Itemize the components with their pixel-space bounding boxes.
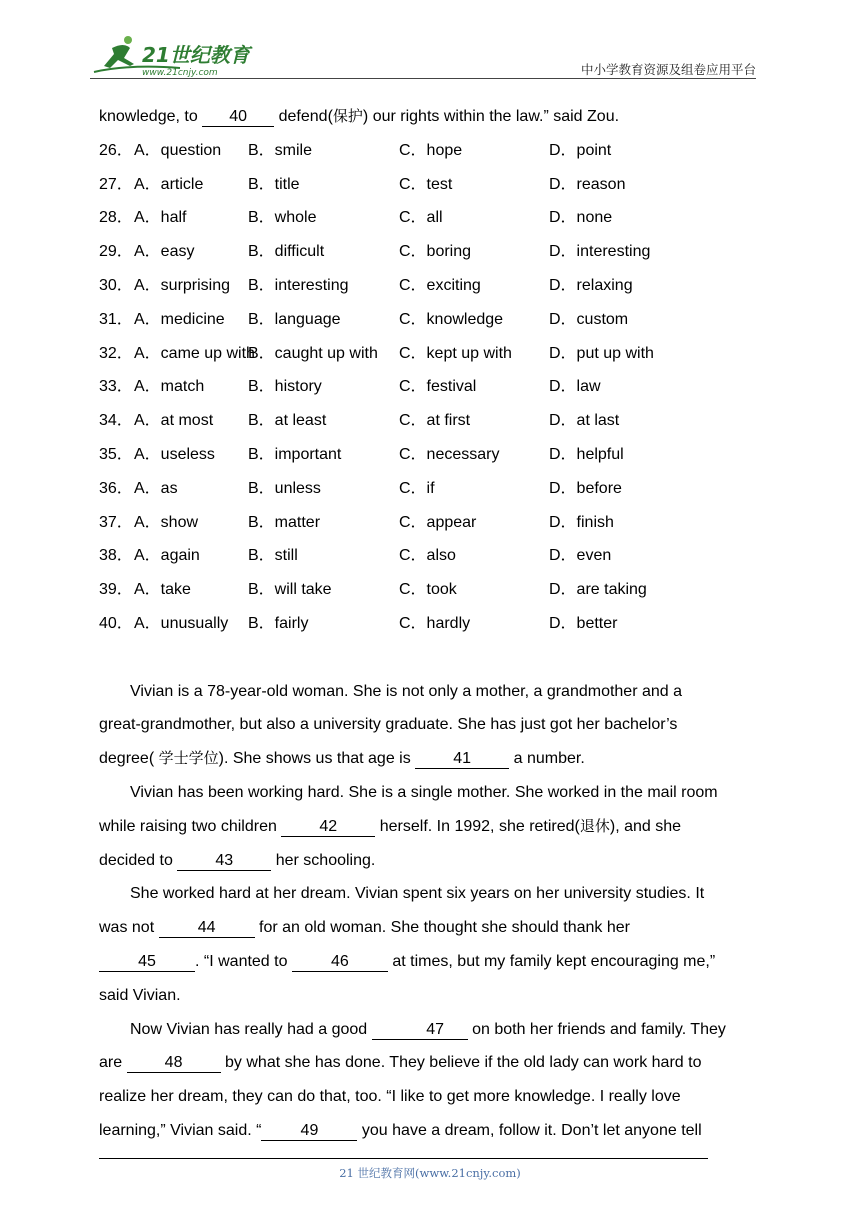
question-number: 26． <box>99 141 133 159</box>
text: at times, but my family kept encouraging me,” <box>387 952 716 970</box>
option-b: B．unless <box>248 479 321 497</box>
option-b: B．at least <box>248 412 327 430</box>
text: decided to <box>99 851 178 869</box>
option-c: C．hope <box>399 141 463 159</box>
option-d: D．law <box>549 378 601 396</box>
question-row <box>99 573 765 607</box>
blank-42: 42 <box>281 818 375 837</box>
option-a: A．easy <box>134 243 195 261</box>
option-a: A．at most <box>134 412 214 430</box>
logo <box>90 34 260 80</box>
option-c: C．at first <box>399 412 471 430</box>
text: was not <box>99 919 159 937</box>
option-b: B．language <box>248 310 341 328</box>
question-number: 28． <box>99 209 133 227</box>
question-row <box>99 235 765 269</box>
text: herself. In 1992, she retired( <box>375 817 580 835</box>
option-d: D．relaxing <box>549 276 633 294</box>
text: . “I wanted to <box>195 952 292 970</box>
option-b: B．still <box>248 547 298 565</box>
option-d: D．put up with <box>549 344 654 362</box>
text: for an old woman. She thought she should thank her <box>254 919 630 937</box>
option-c: C．appear <box>399 513 477 531</box>
option-d: D．before <box>549 479 622 497</box>
text: her schooling. <box>271 851 376 869</box>
text: Now Vivian has really had a good <box>130 1020 372 1038</box>
reading-passage <box>99 675 765 1148</box>
passage-line: said Vivian. <box>99 986 181 1004</box>
question-number: 37． <box>99 513 133 531</box>
blank-48: 48 <box>127 1054 221 1073</box>
question-number: 32． <box>99 344 133 362</box>
spacer <box>99 641 765 675</box>
question-number: 36． <box>99 479 133 497</box>
option-d: D．are taking <box>549 581 647 599</box>
passage-line: Vivian has been working hard. She is a single mother. She worked in the mail room <box>130 783 718 801</box>
passage-line <box>99 945 765 979</box>
option-a: A．again <box>134 547 200 565</box>
option-b: B．whole <box>248 209 317 227</box>
option-a: A．question <box>134 141 222 159</box>
option-b: B．caught up with <box>248 344 378 362</box>
question-row <box>99 269 765 303</box>
question-number: 35． <box>99 445 133 463</box>
question-row <box>99 370 765 404</box>
question-number: 38． <box>99 547 133 565</box>
option-b: B．smile <box>248 141 313 159</box>
option-b: B．fairly <box>248 614 309 632</box>
passage-line <box>99 1114 765 1148</box>
option-c: C．festival <box>399 378 477 396</box>
question-number: 40． <box>99 614 133 632</box>
text: degree( <box>99 750 159 768</box>
passage-line <box>99 810 765 844</box>
passage-line: great-grandmother, but also a university graduate. She has just got her bachelor’s <box>99 716 678 734</box>
logo-url: www.21cnjy.com <box>142 68 218 78</box>
question-number: 29． <box>99 243 133 261</box>
option-a: A．match <box>134 378 205 396</box>
option-c: C．boring <box>399 243 472 261</box>
option-c: C．exciting <box>399 276 481 294</box>
option-c: C．took <box>399 581 457 599</box>
question-row <box>99 539 765 573</box>
runner-logo-icon <box>90 34 260 80</box>
question-row <box>99 404 765 438</box>
option-b: B．will take <box>248 581 332 599</box>
text: you have a dream, follow it. Don’t let anyone tell <box>357 1121 702 1139</box>
text: defend( <box>274 108 333 125</box>
question-row <box>99 438 765 472</box>
footer-text: 21 世纪教育网(www.21cnjy.com) <box>339 1166 521 1180</box>
question-row <box>99 201 765 235</box>
chinese-gloss: 学士学位 <box>158 749 219 768</box>
blank-40: 40 <box>202 108 274 127</box>
option-d: D．interesting <box>549 243 651 261</box>
option-a: A．useless <box>134 445 215 463</box>
logo-text: 21世纪教育 <box>142 43 250 67</box>
text: while raising two children <box>99 817 282 835</box>
passage-line <box>99 1013 765 1047</box>
option-c: C．necessary <box>399 445 500 463</box>
question-row <box>99 607 765 641</box>
option-d: D．even <box>549 547 612 565</box>
question-number: 34． <box>99 412 133 430</box>
option-c: C．if <box>399 479 435 497</box>
option-c: C．kept up with <box>399 344 512 362</box>
question-row <box>99 337 765 371</box>
text: are <box>99 1054 127 1072</box>
option-c: C．knowledge <box>399 310 504 328</box>
text: knowledge, to <box>99 108 203 125</box>
question-number: 39． <box>99 581 133 599</box>
option-a: A．show <box>134 513 199 531</box>
question-number: 27． <box>99 175 133 193</box>
option-d: D．reason <box>549 175 626 193</box>
text: on both her friends and family. They <box>467 1020 726 1038</box>
option-a: A．take <box>134 581 191 599</box>
text: learning,” Vivian said. “ <box>99 1121 262 1139</box>
passage-line: Vivian is a 78-year-old woman. She is not only a mother, a grandmother and a <box>130 682 683 700</box>
passage-line <box>99 844 765 878</box>
question-number: 30． <box>99 276 133 294</box>
option-d: D．none <box>549 209 613 227</box>
blank-43: 43 <box>177 852 271 871</box>
header-divider <box>90 78 756 79</box>
passage-line <box>99 911 765 945</box>
option-a: A．medicine <box>134 310 225 328</box>
option-a: A．came up with <box>134 344 255 362</box>
question-row <box>99 303 765 337</box>
text: by what she has done. They believe if the old lady can work hard to <box>220 1054 702 1072</box>
chinese-gloss: 保护 <box>332 107 363 125</box>
question-row <box>99 168 765 202</box>
document-body <box>99 100 765 1148</box>
chinese-gloss: 退休 <box>579 816 610 835</box>
option-d: D．better <box>549 614 618 632</box>
option-b: B．interesting <box>248 276 349 294</box>
question-row <box>99 506 765 540</box>
option-c: C．all <box>399 209 443 227</box>
blank-49: 49 <box>261 1122 357 1141</box>
passage-line <box>99 1046 765 1080</box>
option-b: B．matter <box>248 513 321 531</box>
option-b: B．history <box>248 378 322 396</box>
option-c: C．hardly <box>399 614 471 632</box>
blank-45: 45 <box>99 953 195 972</box>
option-d: D．at last <box>549 412 620 430</box>
header-platform-text: 中小学教育资源及组卷应用平台 <box>580 62 756 77</box>
option-b: B．title <box>248 175 300 193</box>
intro-line <box>99 100 765 134</box>
option-b: B．important <box>248 445 342 463</box>
blank-41: 41 <box>415 750 509 769</box>
option-c: C．test <box>399 175 453 193</box>
option-a: A．as <box>134 479 178 497</box>
question-number: 33． <box>99 378 133 396</box>
option-a: A．half <box>134 209 187 227</box>
option-d: D．helpful <box>549 445 624 463</box>
footer-divider <box>99 1158 708 1159</box>
option-a: A．unusually <box>134 614 229 632</box>
text: ), and she <box>609 817 682 835</box>
question-list <box>99 134 765 641</box>
passage-line: She worked hard at her dream. Vivian spent six years on her university studies. It <box>130 885 705 903</box>
option-d: D．finish <box>549 513 614 531</box>
blank-44: 44 <box>159 919 255 938</box>
question-row <box>99 472 765 506</box>
text: ) our rights within the law.” said Zou. <box>362 108 620 125</box>
passage-line <box>99 742 765 776</box>
option-d: D．custom <box>549 310 629 328</box>
passage-line: realize her dream, they can do that, too. “I like to get more knowledge. I really love <box>99 1088 681 1106</box>
question-row <box>99 134 765 168</box>
option-c: C．also <box>399 547 456 565</box>
text: a number. <box>509 750 585 768</box>
option-a: A．article <box>134 175 204 193</box>
text: ). She shows us that age is <box>218 750 416 768</box>
blank-46: 46 <box>292 953 388 972</box>
blank-47: 47 <box>372 1021 468 1040</box>
option-b: B．difficult <box>248 243 325 261</box>
option-a: A．surprising <box>134 276 231 294</box>
question-number: 31． <box>99 310 133 328</box>
option-d: D．point <box>549 141 612 159</box>
page-header <box>90 34 756 80</box>
